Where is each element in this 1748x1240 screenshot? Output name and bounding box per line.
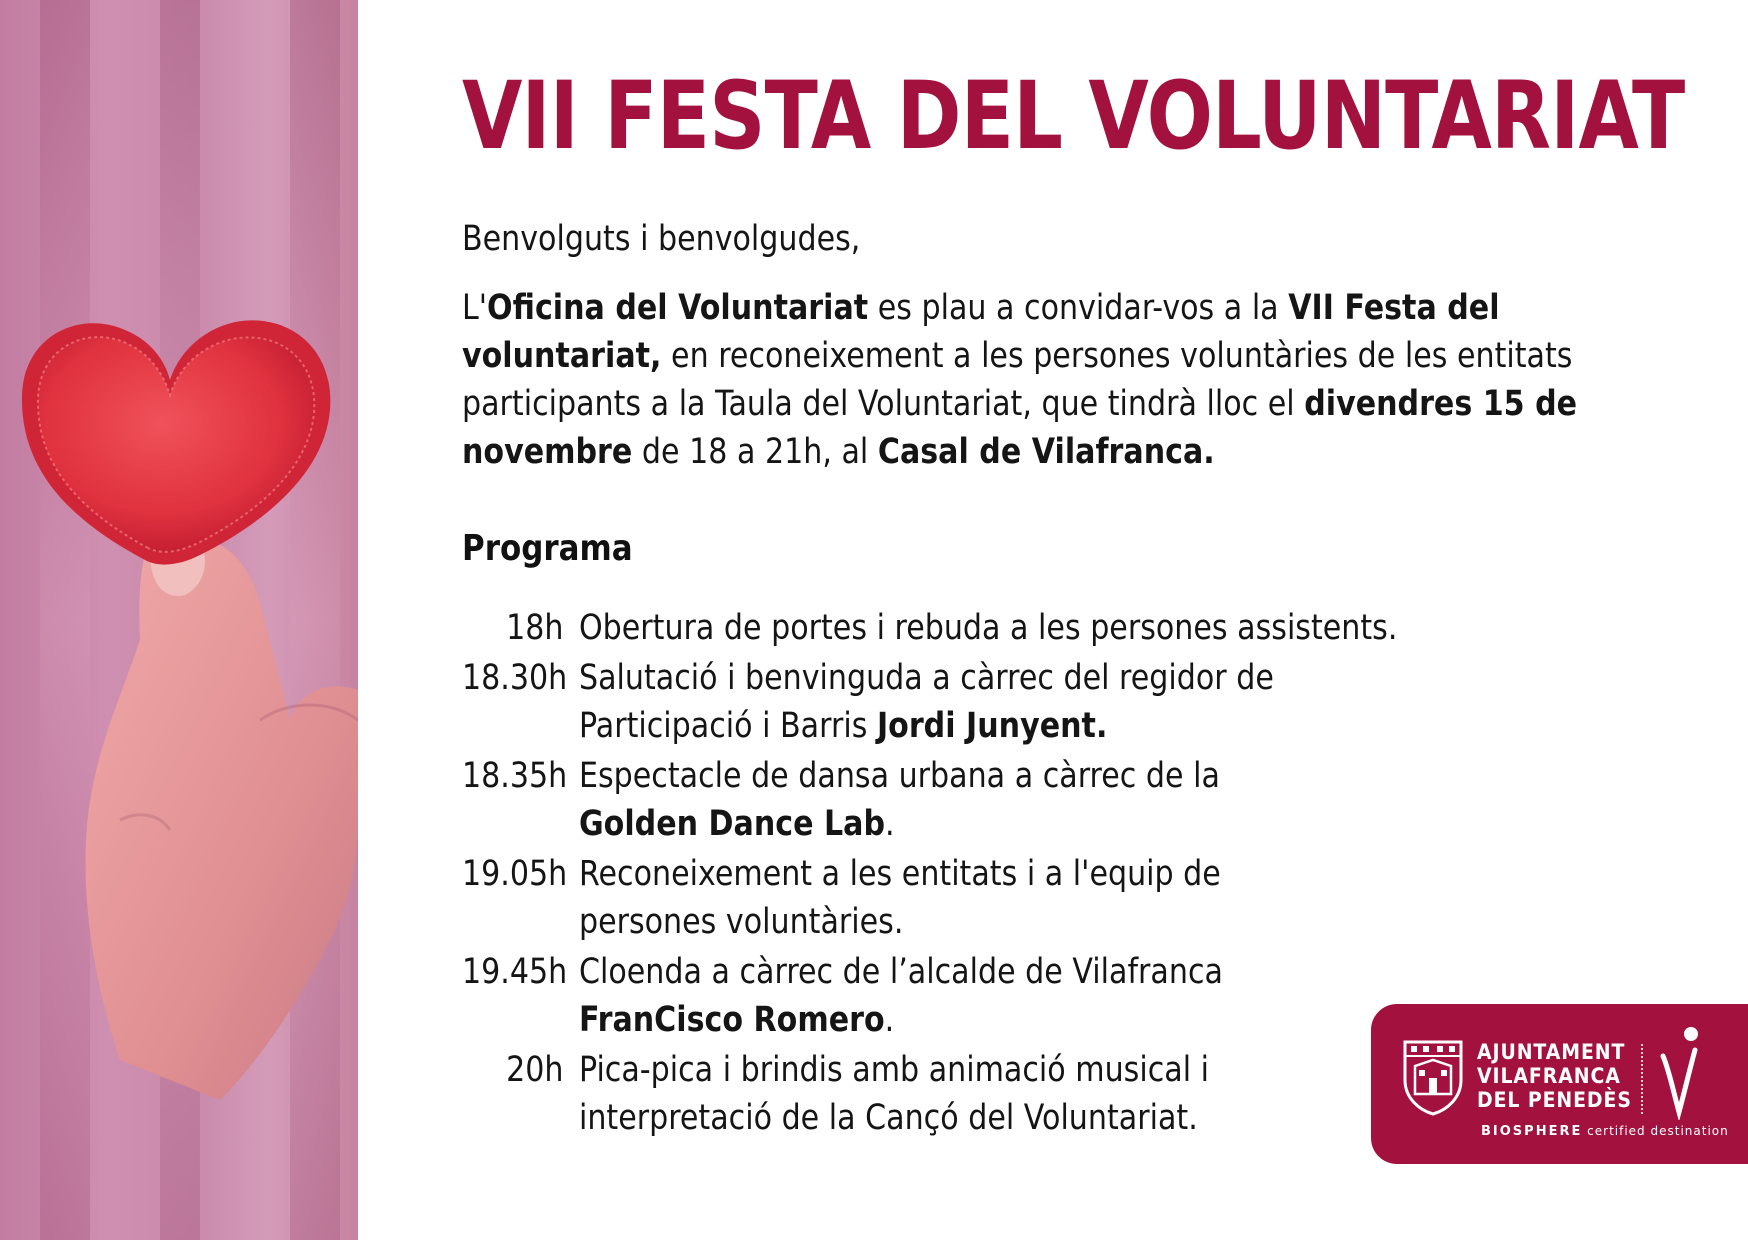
program-description	[579, 752, 1322, 848]
program-item	[462, 752, 1322, 848]
program-line: Espectacle de dansa urbana a càrrec de la	[578, 756, 1220, 796]
org-name-line: DEL PENEDÈS	[1477, 1088, 1632, 1112]
intro-text: en reconeixement a les persones voluntàries de les entitats	[661, 336, 1573, 376]
program-line: Cloenda a càrrec de l’alcalde de Vilafranca	[578, 952, 1223, 992]
program-line	[579, 996, 1322, 1044]
biosphere-bold: BIOSPHERE	[1481, 1124, 1583, 1139]
intro-bold: voluntariat,	[462, 336, 662, 376]
program-line: Pica-pica i brindis amb animació musical i	[578, 1050, 1209, 1090]
program-time: 19.05h	[462, 854, 568, 894]
intro-text: es plau a convidar-vos a la	[868, 288, 1289, 328]
program-line	[579, 800, 1322, 848]
hand-icon	[85, 532, 358, 1100]
program-item	[462, 654, 1322, 750]
program-heading: Programa	[462, 528, 633, 569]
intro-bold: novembre	[462, 432, 633, 472]
heart-icon	[22, 320, 330, 564]
program-bold: FranCisco Romero	[578, 1000, 885, 1040]
program-description	[579, 948, 1322, 1044]
program-line: interpretació de la Cançó del Voluntariat.	[578, 1098, 1198, 1138]
program-description	[579, 604, 1397, 652]
org-name-line: AJUNTAMENT	[1477, 1040, 1626, 1064]
program-line: Obertura de portes i rebuda a les persones assistents.	[578, 608, 1398, 648]
biosphere-text: certified destination	[1582, 1124, 1729, 1138]
program-list	[462, 604, 1398, 1144]
greeting: Benvolguts i benvolgudes,	[462, 219, 861, 259]
intro-line	[462, 332, 1573, 380]
program-time: 18.30h	[462, 658, 568, 698]
program-description	[579, 1046, 1322, 1142]
intro-text: L'	[462, 288, 488, 328]
intro-line	[462, 284, 1528, 332]
v-mark-icon	[1655, 1020, 1705, 1120]
intro-text: de 18 a 21h, al	[632, 432, 878, 472]
program-text: .	[884, 1000, 895, 1040]
program-text: .	[885, 804, 895, 844]
intro-paragraph	[462, 284, 1578, 476]
intro-bold: Oficina del Voluntariat	[487, 288, 869, 328]
intro-bold: Casal de Vilafranca.	[877, 432, 1215, 472]
program-bold: Jordi Junyent.	[876, 706, 1108, 746]
intro-line	[462, 380, 1578, 428]
heart-in-hand-illustration	[0, 0, 358, 1240]
org-name	[1477, 1040, 1632, 1112]
ajuntament-logo	[1371, 1004, 1748, 1164]
program-time: 18.35h	[462, 756, 568, 796]
program-text: Participació i Barris	[578, 706, 877, 746]
municipal-shield-icon	[1401, 1036, 1465, 1116]
org-name-line: VILAFRANCA	[1477, 1064, 1621, 1088]
program-item	[462, 1046, 1322, 1142]
program-item	[462, 604, 1398, 652]
program-time: 19.45h	[462, 952, 568, 992]
program-item	[462, 948, 1322, 1044]
program-bold: Golden Dance Lab	[578, 804, 886, 844]
biosphere-tagline	[1481, 1124, 1729, 1139]
program-line: Salutació i benvinguda a càrrec del regidor de	[578, 658, 1274, 698]
intro-bold: VII Festa del	[1288, 288, 1500, 328]
photo-panel	[0, 0, 358, 1240]
program-description	[579, 654, 1322, 750]
program-line: Reconeixement a les entitats i a l'equip de	[578, 854, 1221, 894]
program-description	[579, 850, 1322, 946]
program-time: 18h	[506, 608, 564, 648]
logo-divider	[1641, 1044, 1643, 1114]
program-line: persones voluntàries.	[578, 902, 904, 942]
intro-text: participants a la Taula del Voluntariat, que tindrà lloc el	[462, 384, 1305, 424]
program-item	[462, 850, 1322, 946]
intro-bold: divendres 15 de	[1304, 384, 1578, 424]
event-title: VII FESTA DEL VOLUNTARIAT	[462, 62, 1685, 171]
program-line	[579, 702, 1322, 750]
intro-line	[462, 428, 1528, 476]
program-time: 20h	[506, 1050, 564, 1090]
